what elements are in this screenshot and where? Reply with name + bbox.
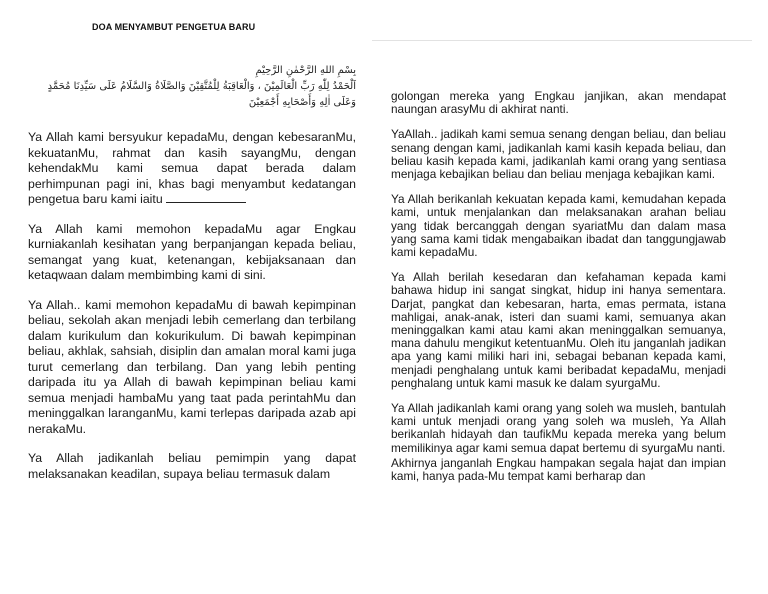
paragraph: golongan mereka yang Engkau janjikan, akan mendapat naungan arasyMu di akhirat nanti. [391,89,726,117]
arabic-basmalah: بِسْمِ اللهِ الرَّحْمٰنِ الرَّحِيْمِ [255,65,356,76]
paragraph: Ya Allah.. kami memohon kepadaMu di bawah kepimpinan beliau, sekolah akan menjadi lebih cemerlang dan terbilang dalam kurikulum dan kokurikulum. Di bawah kepimpinan beliau, akhlak, sahsiah, disiplin dan amalan moral kami juga turut cemerlang dan terbilang. Dan yang lebih penting daripada itu ya Allah di bawah kepimpinan beliau kami semua menjadi hambaMu yang taat pada perintahMu dan meninggalkan laranganMu, kami terlepas daripada azab api nerakaMu. [28,297,356,436]
right-column [391,90,726,483]
name-blank-line [166,192,246,203]
paragraph: Ya Allah berikanlah kekuatan kepada kami, kemudahan kepada kami, untuk menjalankan dan melaksanakan arahan beliau yang tidak bercanggah dengan syariatMu dan dalam masa yang sama kami tidak mengabaikan ibadat dan tanggungjawab kami kepadaMu. [391,192,726,260]
page-divider [372,40,752,41]
document-title: DOA MENYAMBUT PENGETUA BARU [92,22,256,32]
paragraph: YaAllah.. jadikah kami semua senang dengan beliau, dan beliau senang dengan kami, jadikanlah kami kasih kepada beliau, dan beliau kasih kepada kami, jadikanlah kami orang yang sentiasa menjaga kebajikan beliau dan beliau menjaga kebajikan kami. [391,127,726,182]
arabic-line-3: وَعَلَى اٰلِهِ وَأَصْحَابِهِ أَجْمَعِيْنَ [248,97,356,108]
paragraph: Ya Allah berilah kesedaran dan kefahaman kepada kami bahawa hidup ini sangat singkat, hidup ini hanya sementara. Darjat, pangkat dan kebesaran, harta, emas permata, istana mahligai, anak-anak, isteri dan suami kami, semuanya akan meninggalkan kami atau kami akan meninggalkan semuanya, mana dahulu mengikut ketentuanMu. Oleh itu janganlah jadikan apa yang kami miliki hari ini, sebagai bebanan kepada kami, menjadi penghalang untuk kami beribadat kepadaMu, menjadi penghalang untuk kami masuk ke dalam syurgaMu. [391,270,726,390]
paragraph: Akhirnya janganlah Engkau hampakan segala hajat dan impian kami, hanya pada-Mu tempat kami berharap dan [391,455,726,484]
left-column [28,130,356,482]
paragraph: Ya Allah jadikanlah kami orang yang soleh wa musleh, bantulah kami untuk menjadi orang yang soleh wa musleh, Ya Allah berikanlah hidayah dan taufikMu kepada mereka yang belum memilikinya agar kami semua dapat bertemu di syurgaMu nanti. [391,401,726,455]
paragraph: Ya Allah jadikanlah beliau pemimpin yang dapat melaksanakan keadilan, supaya beliau termasuk dalam [28,451,356,481]
arabic-line-2: اَلْحَمْدُ لِلّٰهِ رَبِّ الْعَالَمِيْنَ ، وَالْعَاقِبَةُ لِلْمُتَّقِيْنَ وَالصَّلَاةُ وَالسَّلَامُ عَلَى سَيِّدِنَا مُحَمَّدٍ [47,81,356,92]
paragraph: Ya Allah kami bersyukur kepadaMu, dengan kebesaranMu, kekuatanMu, rahmat dan kasih sayangMu, dengan kehendakMu kami semua dapat berada dalam perhimpunan pagi ini, khas bagi menyambut kedatangan pengetua baru kami iaitu [28,130,356,206]
paragraph: Ya Allah kami memohon kepadaMu agar Engkau kurniakanlah kesihatan yang berpanjangan kepada beliau, semangat yang kuat, ketenangan, kebijaksanaan dan ketaqwaan dalam membimbing kami di sini. [28,221,356,282]
